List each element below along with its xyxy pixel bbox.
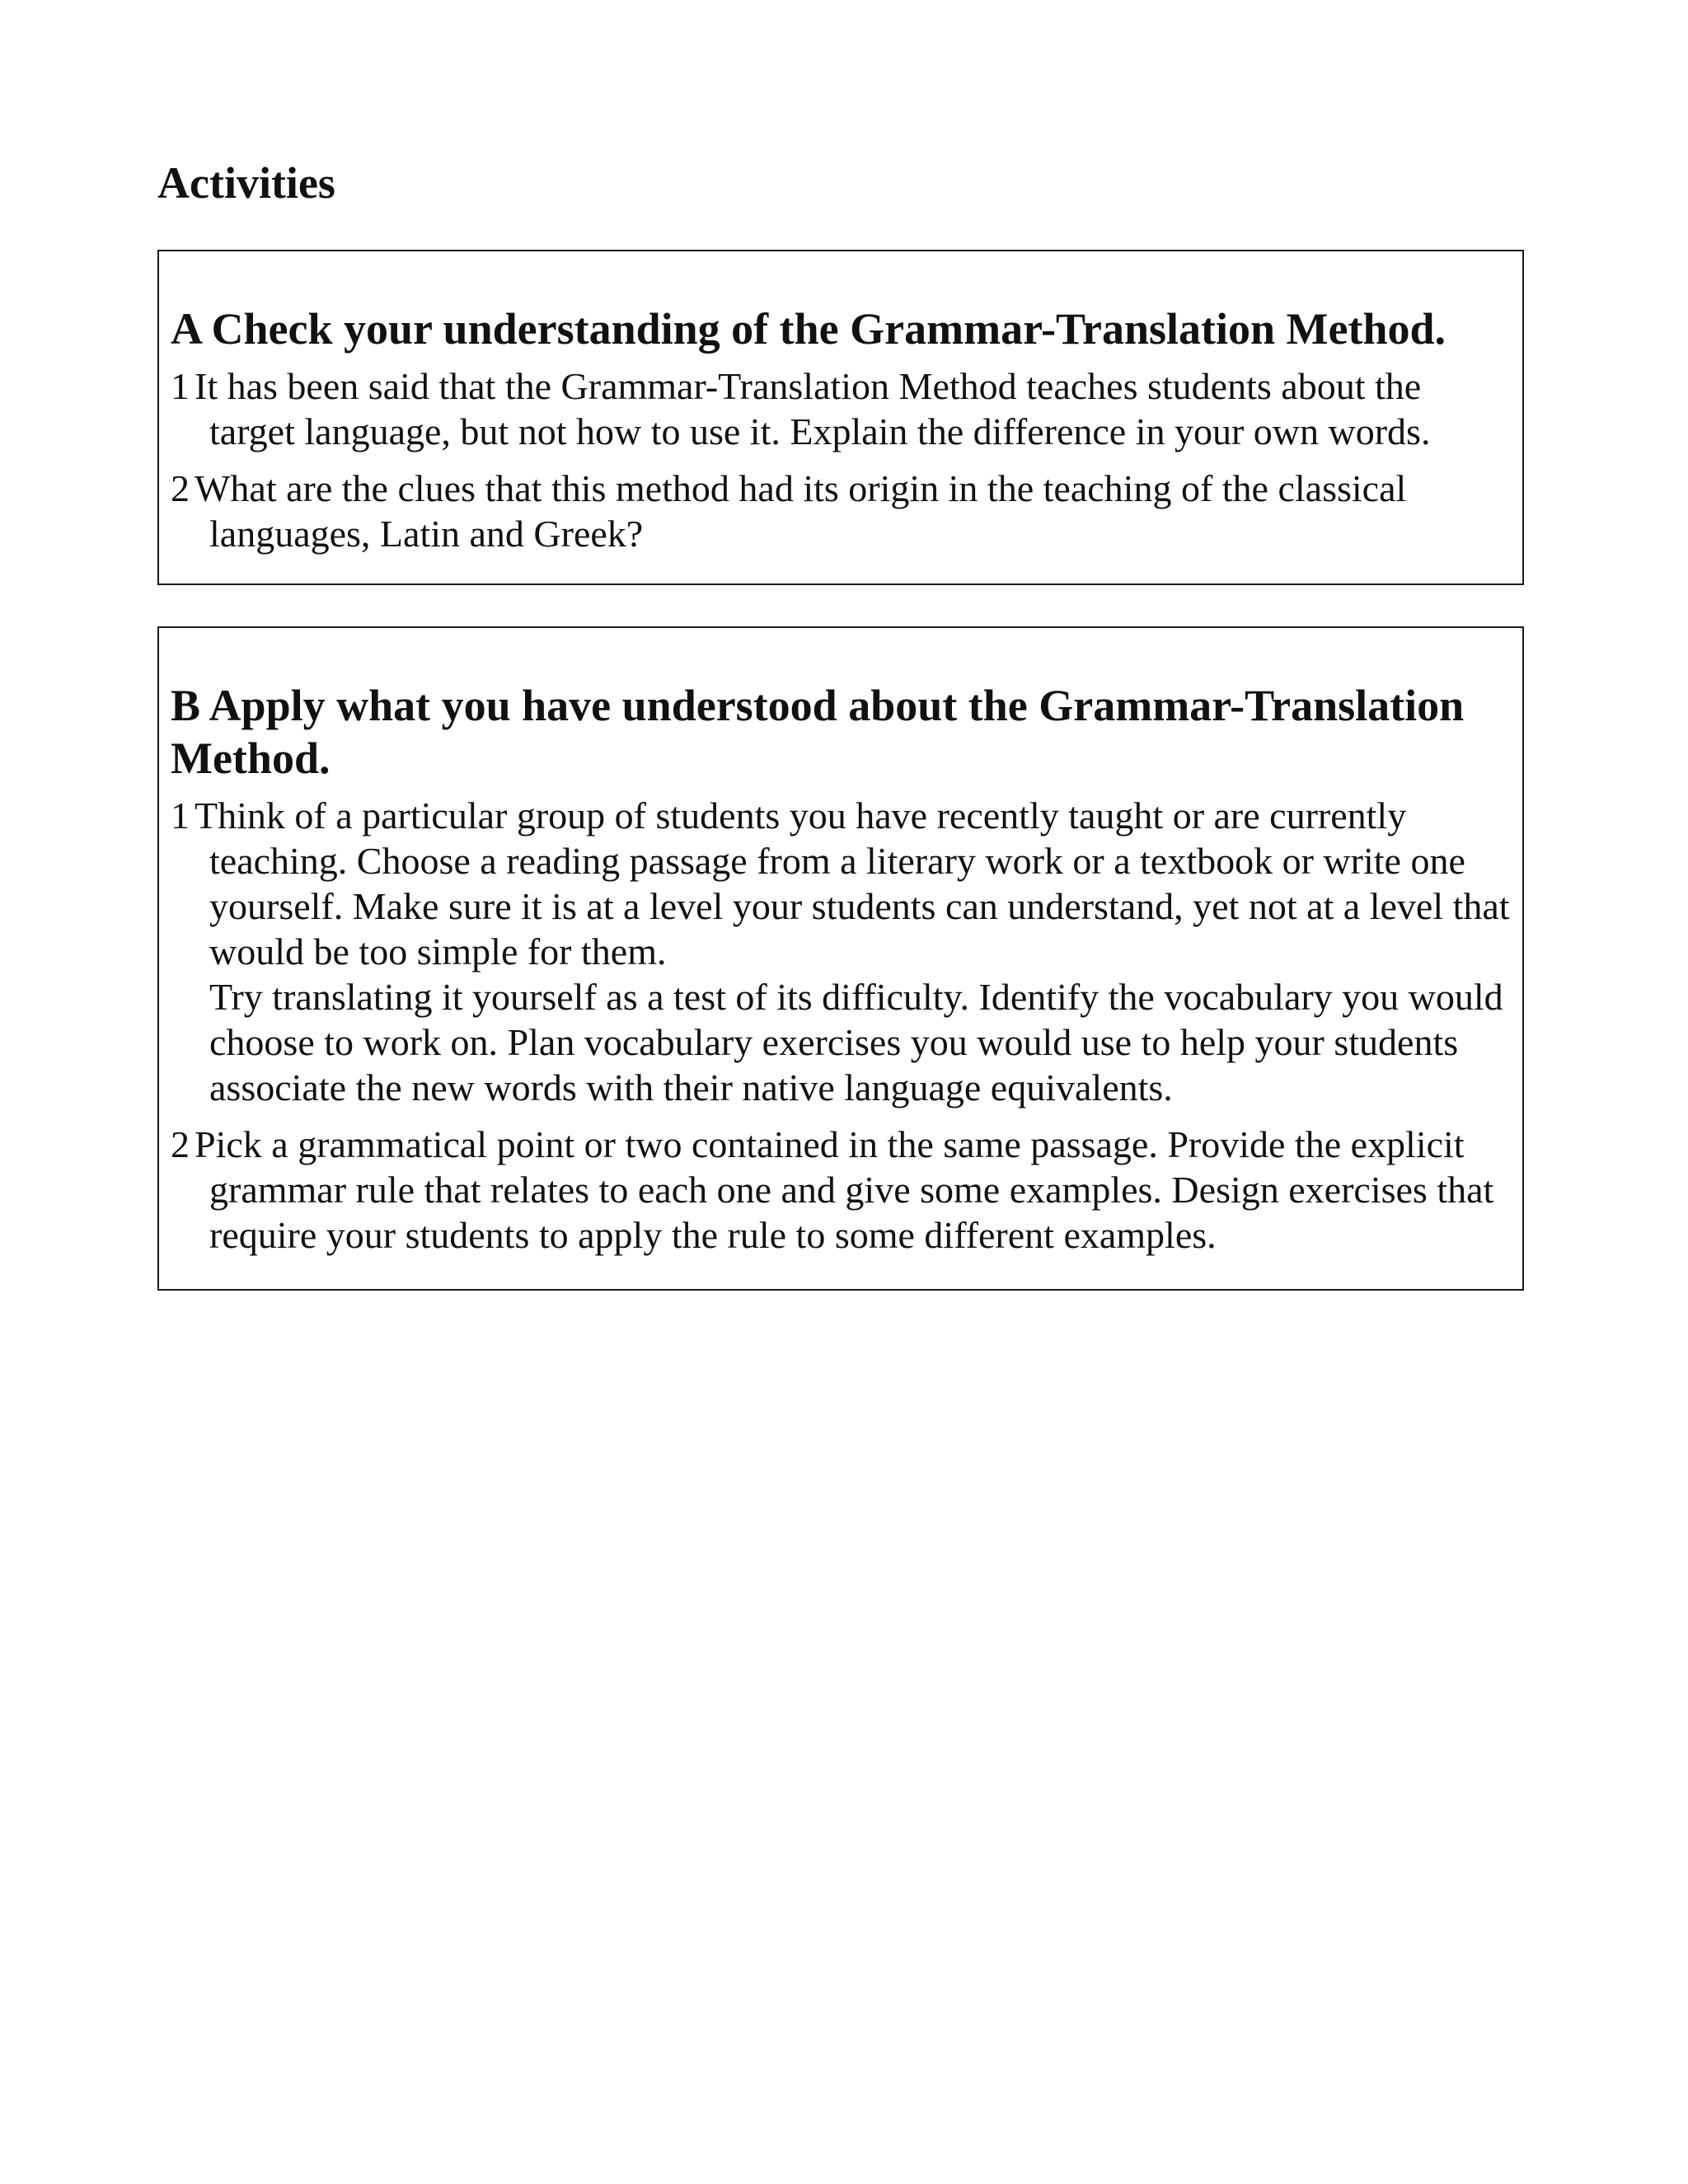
activity-box-b <box>157 626 1524 1291</box>
page-title: Activities <box>157 158 335 208</box>
item-number: 2 <box>171 467 190 509</box>
item-text: It has been said that the Grammar-Translation Method teaches students about the target language, but not how to use it. Explain the difference in your own words. <box>195 365 1431 452</box>
section-b-item-1 <box>171 793 1511 1110</box>
item-continuation: Try translating it yourself as a test of its difficulty. Identify the vocabulary you would choose to work on. Plan vocabulary exercises you would use to help your students associate the new words with their native language equivalents. <box>209 976 1503 1108</box>
section-a-item-2 <box>171 466 1511 556</box>
section-b-heading: B Apply what you have understood about the Grammar-Translation Method. <box>171 681 1465 783</box>
item-number: 1 <box>171 365 190 407</box>
section-a-heading: A Check your understanding of the Grammar-Translation Method. <box>171 304 1447 354</box>
section-b-item-2 <box>171 1122 1511 1258</box>
item-text: What are the clues that this method had its origin in the teaching of the classical languages, Latin and Greek? <box>195 467 1407 555</box>
section-a-item-1 <box>171 363 1511 454</box>
item-number: 2 <box>171 1123 190 1165</box>
item-number: 1 <box>171 794 190 837</box>
item-text: Pick a grammatical point or two contained in the same passage. Provide the explicit grammar rule that relates to each one and give some examples. Design exercises that require your students to apply the rule to some different examples. <box>195 1123 1494 1256</box>
activity-box-a <box>157 250 1524 585</box>
item-text: Think of a particular group of students you have recently taught or are currently teaching. Choose a reading passage from a literary work or a textbook or write one yourself. Make sure it is at a level your students can understand, yet not at a level that would be too simple for them. <box>195 794 1510 972</box>
